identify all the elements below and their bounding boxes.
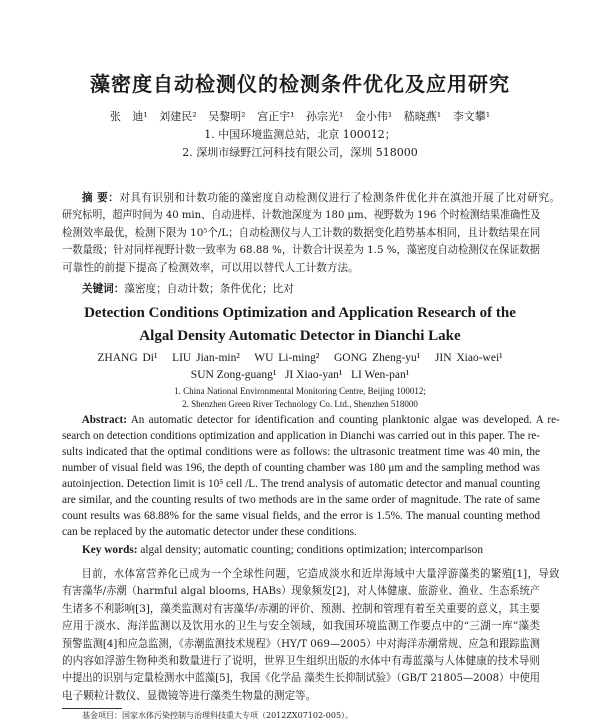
abstract-en-line: autoinjection. Detection limit is 10⁵ cell /L. The trend analysis of automatic detector and manual counting bbox=[62, 478, 540, 490]
abstract-en-label: Abstract: bbox=[81, 414, 127, 426]
abstract-en-line: can be replaced by the automatic detector under these conditions. bbox=[62, 526, 357, 538]
authors-cn: 张 迪¹ 刘建民² 吴黎明² 宫正宇¹ 孙宗光¹ 金小伟¹ 嵇晓燕¹ 李文攀¹ bbox=[109, 110, 491, 123]
title-cn: 藻密度自动检测仪的检测条件优化及应用研究 bbox=[90, 72, 510, 96]
title-en-line: Detection Conditions Optimization and Application Research of the bbox=[84, 305, 516, 321]
body-line: 电子颗粒计数仪、显微镜等进行藻类生物量的测定等。 bbox=[62, 689, 317, 702]
abstract-cn-label: 摘 要： bbox=[81, 192, 120, 204]
abstract-en-line: count results was 68.88% for the same visual fields, and the error is 1.5%. The manual counting method bbox=[62, 510, 540, 522]
abstract-en-line: An automatic detector for identification and counting planktonic algae was developed. A re- bbox=[130, 414, 560, 426]
footnote: 基金项目：国家水体污染控制与治理科技重大专项（2012ZX07102-005）。 bbox=[82, 711, 354, 720]
keywords-en-text: algal density; automatic counting; conditions optimization; intercomparison bbox=[140, 544, 483, 556]
body-line: 目前，水体富营养化已成为一个全球性问题，它造成淡水和近岸海域中大量浮游藻类的繁殖[1]，导致 bbox=[81, 568, 560, 580]
affiliation-cn-2: 2. 深圳市绿野江河科技有限公司，深圳 518000 bbox=[182, 146, 418, 159]
abstract-en-line: search on detection conditions optimization and application in Dianchi was carried out in this paper. The re- bbox=[62, 430, 540, 442]
abstract-en-line: are similar, and the counting results of two methods are in the same order of magnitude. The rate of same bbox=[62, 494, 540, 506]
affiliation-cn-1: 1. 中国环境监测总站，北京 100012； bbox=[204, 128, 396, 141]
affiliation-en-1: 1. China National Environmental Monitoring Centre, Beijing 100012; bbox=[174, 386, 426, 396]
keywords-en-label: Key words: bbox=[82, 544, 138, 556]
body-line: 有害藻华/赤潮（harmful algal blooms, HABs）现象频发[2]，对人体健康、旅游业、渔业、生态系统产 bbox=[62, 585, 540, 598]
affiliation-en-2: 2. Shenzhen Green River Technology Co. Ltd., Shenzhen 518000 bbox=[182, 399, 418, 409]
abstract-en-line: number of visual field was 196, the depth of counting chamber was 180 μm and the sampling method was bbox=[62, 462, 540, 474]
abstract-cn-line: 一数量级；针对同样视野计数一致率为 68.88 %，计数合计误差为 1.5 %，藻密度自动检测仪在保证数据 bbox=[62, 244, 540, 257]
body-line: 中提出的识别与定量检测水中蓝藻[5]，我国《化学品 藻类生长抑制试验》（GB/T 21805—2008）中使用 bbox=[62, 672, 540, 685]
abstract-cn-line: 检测效率最优，检测下限为 10⁵个/L；自动检测仪与人工计数的数据变化趋势基本相同，且计数结果在同 bbox=[62, 226, 541, 239]
keywords-cn bbox=[82, 282, 540, 296]
footnote-rule bbox=[62, 708, 122, 709]
title-en bbox=[0, 302, 600, 348]
body-line: 应用于淡水、海洋监测以及饮用水的卫生与安全领域，如我国环境监测工作要点中的“三湖一库”藻类 bbox=[62, 620, 540, 633]
abstract-en bbox=[62, 412, 560, 540]
body-line: 的内容如浮游生物种类和数量进行了说明，世界卫生组织出版的水体中有毒蓝藻与人体健康的技术导则 bbox=[62, 655, 540, 668]
abstract-en-line: sults indicated that the optimal conditions were as follows: the ultrasonic treatment time was 40 min, the bbox=[62, 446, 540, 458]
body-text bbox=[62, 566, 560, 705]
title-en-line: Algal Density Automatic Detector in Dianchi Lake bbox=[139, 328, 461, 344]
abstract-cn-line: 可靠性的前提下提高了检测效率，可以用以替代人工计数方法。 bbox=[62, 261, 359, 274]
keywords-en bbox=[82, 543, 540, 557]
abstract-cn-line: 对具有识别和计数功能的藻密度自动检测仪进行了检测条件优化并在滇池开展了比对研究。 bbox=[119, 192, 560, 204]
keywords-cn-text: 藻密度；自动计数；条件优化；比对 bbox=[124, 283, 294, 295]
abstract-cn-line: 研究标明，超声时间为 40 min、自动进样、计数池深度为 180 μm、视野数为 196 个时检测结果准确性及 bbox=[62, 209, 541, 222]
body-line: 预警监测[4]和应急监测，《赤潮监测技术规程》（HY/T 069—2005）中对海洋赤潮常规、应急和跟踪监测 bbox=[62, 637, 541, 650]
authors-en-1: ZHANG Di¹ LIU Jian-min² WU Li-ming² GONG Zheng-yu¹ JIN Xiao-wei¹ bbox=[97, 352, 503, 364]
authors-en-2: SUN Zong-guang¹ JI Xiao-yan¹ LI Wen-pan¹ bbox=[190, 369, 410, 381]
body-line: 生诸多不利影响[3]，藻类监测对有害藻华/赤潮的评价、预测、控制和管理有着至关重要的意义，其主要 bbox=[62, 602, 541, 615]
abstract-cn bbox=[62, 190, 560, 277]
keywords-cn-label: 关键词： bbox=[82, 283, 125, 295]
